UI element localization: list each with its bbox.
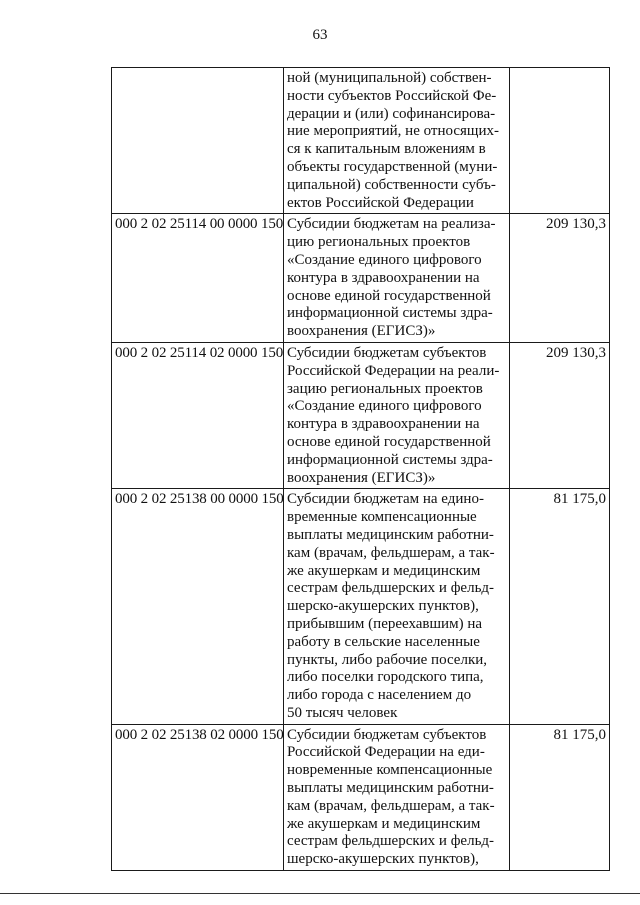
amount-cell: 81 175,0 <box>510 724 610 870</box>
text-line: Российской Федерации на реали- <box>287 362 500 379</box>
budget-code-cell: 000 2 02 25114 00 0000 150 <box>112 214 284 343</box>
page-number: 63 <box>312 27 328 43</box>
text-line: шерско-акушерских пунктов), <box>287 598 479 615</box>
text-line: ся к капитальным вложениям в <box>287 141 486 158</box>
amount-cell: 81 175,0 <box>510 489 610 724</box>
text-line: ектов Российской Федерации <box>287 194 474 211</box>
budget-code-cell: 000 2 02 25138 00 0000 150 <box>112 489 284 724</box>
text-line: воохранения (ЕГИСЗ)» <box>287 469 436 486</box>
text-line: ципальной) собственности субъ- <box>287 176 496 193</box>
amount-cell: 209 130,3 <box>510 214 610 343</box>
text-line: же акушеркам и медицинским <box>287 562 481 579</box>
table-row <box>112 214 610 343</box>
income-name-cell <box>284 68 510 214</box>
amount-cell <box>510 68 610 214</box>
text-line: 50 тысяч человек <box>287 704 398 721</box>
income-name-cell <box>284 342 510 488</box>
text-line: ности субъектов Российской Фе- <box>287 87 497 104</box>
text-line: выплаты медицинским работни- <box>287 780 494 797</box>
text-line: Российской Федерации на еди- <box>287 744 485 761</box>
budget-code-cell: 000 2 02 25138 02 0000 150 <box>112 724 284 870</box>
text-line: Субсидии бюджетам на реализа- <box>287 216 496 233</box>
income-name-cell <box>284 489 510 724</box>
text-line: Субсидии бюджетам субъектов <box>287 344 487 361</box>
table-row <box>112 489 610 724</box>
text-line: «Создание единого цифрового <box>287 251 482 268</box>
text-line: новременные компенсационные <box>287 762 493 779</box>
text-line: сестрам фельдшерских и фельд- <box>287 833 495 850</box>
text-line: информационной системы здра- <box>287 305 493 322</box>
income-name-cell <box>284 724 510 870</box>
text-line: либо поселки городского типа, <box>287 669 484 686</box>
text-line: либо города с населением до <box>287 687 472 704</box>
budget-code-cell <box>112 68 284 214</box>
text-line: основе единой государственной <box>287 287 491 304</box>
text-line: же акушеркам и медицинским <box>287 815 481 832</box>
budget-code-cell: 000 2 02 25114 02 0000 150 <box>112 342 284 488</box>
text-line: временные компенсационные <box>287 509 477 526</box>
text-line: контура в здравоохранении на <box>287 269 480 286</box>
text-line: сестрам фельдшерских и фельд- <box>287 580 495 597</box>
text-line: зацию региональных проектов <box>287 380 483 397</box>
text-line: выплаты медицинским работни- <box>287 526 494 543</box>
text-line: цию региональных проектов <box>287 234 471 251</box>
amount-cell: 209 130,3 <box>510 342 610 488</box>
text-line: дерации и (или) софинансирова- <box>287 105 496 122</box>
table-row <box>112 724 610 870</box>
text-line: информационной системы здра- <box>287 451 493 468</box>
table-row <box>112 342 610 488</box>
text-line: контура в здравоохранении на <box>287 416 480 433</box>
page-bottom-divider <box>0 893 640 894</box>
text-line: основе единой государственной <box>287 433 491 450</box>
text-line: кам (врачам, фельдшерам, а так- <box>287 544 495 561</box>
text-line: ной (муниципальной) собствен- <box>287 70 492 86</box>
text-line: объекты государственной (муни- <box>287 158 498 175</box>
income-name-cell <box>284 214 510 343</box>
text-line: шерско-акушерских пунктов), <box>287 851 479 868</box>
text-line: работу в сельские населенные <box>287 633 480 650</box>
text-line: прибывшим (переехавшим) на <box>287 615 483 632</box>
text-line: Субсидии бюджетам субъектов <box>287 726 487 743</box>
text-line: кам (врачам, фельдшерам, а так- <box>287 797 495 814</box>
text-line: Субсидии бюджетам на едино- <box>287 491 484 508</box>
budget-table <box>111 67 610 871</box>
text-line: ние мероприятий, не относящих- <box>287 123 499 140</box>
text-line: пункты, либо рабочие поселки, <box>287 651 488 668</box>
table-row <box>112 68 610 214</box>
text-line: воохранения (ЕГИСЗ)» <box>287 323 436 340</box>
text-line: «Создание единого цифрового <box>287 398 482 415</box>
